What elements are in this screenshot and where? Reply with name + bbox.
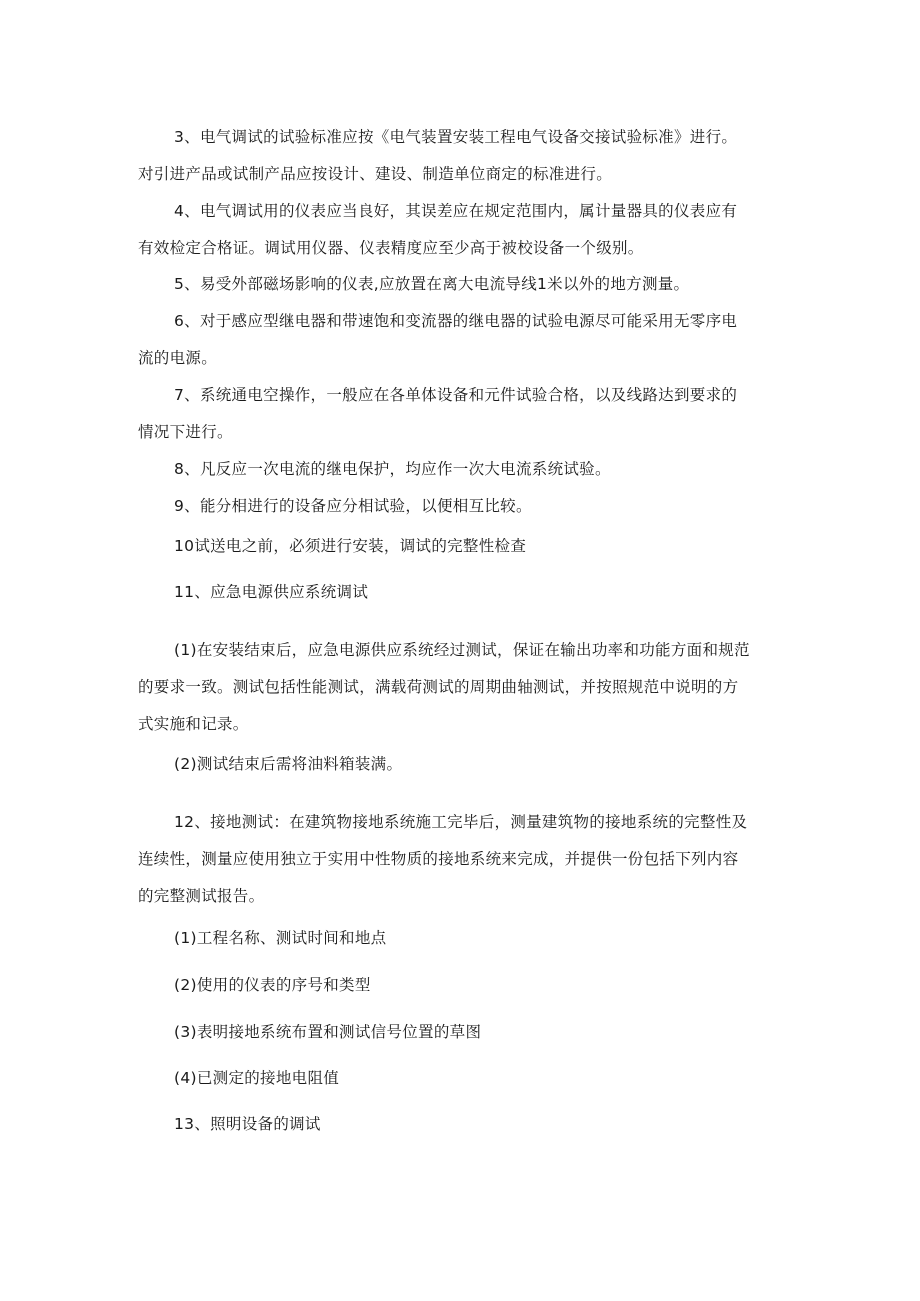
paragraph-item-10 xyxy=(138,528,784,565)
paragraph-item-3 xyxy=(138,119,784,193)
paragraph-line: 6、对于感应型继电器和带速饱和变流器的继电器的试验电源尽可能采用无零序电 xyxy=(174,312,738,330)
paragraph-item-12-3 xyxy=(138,1014,784,1051)
paragraph-item-11-2 xyxy=(138,746,784,783)
paragraph-line: 12、接地测试：在建筑物接地系统施工完毕后，测量建筑物的接地系统的完整性及 xyxy=(174,813,748,831)
paragraph-line: 的要求一致。测试包括性能测试，满载荷测试的周期曲轴测试，并按照规范中说明的方 xyxy=(138,678,739,696)
paragraph-line: (1)在安装结束后，应急电源供应系统经过测试，保证在输出功率和功能方面和规范 xyxy=(174,641,750,659)
paragraph-item-12-1 xyxy=(138,920,784,957)
paragraph-item-6 xyxy=(138,303,784,377)
paragraph-line: (4)已测定的接地电阻值 xyxy=(174,1069,340,1087)
paragraph-line: (2)使用的仪表的序号和类型 xyxy=(174,976,371,994)
paragraph-line: 5、易受外部磁场影响的仪表,应放置在离大电流导线1米以外的地方测量。 xyxy=(174,275,690,293)
paragraph-line: 10试送电之前，必须进行安装，调试的完整性检查 xyxy=(174,537,527,555)
paragraph-item-7 xyxy=(138,377,784,451)
paragraph-item-9 xyxy=(138,488,784,525)
paragraph-line: 3、电气调试的试验标准应按《电气装置安装工程电气设备交接试验标准》进行。 xyxy=(174,128,738,146)
paragraph-line: 7、系统通电空操作，一般应在各单体设备和元件试验合格，以及线路达到要求的 xyxy=(174,386,738,404)
paragraph-line: (3)表明接地系统布置和测试信号位置的草图 xyxy=(174,1023,482,1041)
paragraph-item-12-4 xyxy=(138,1060,784,1097)
paragraph-line: 情况下进行。 xyxy=(138,423,233,441)
paragraph-line: 有效检定合格证。调试用仪器、仪表精度应至少高于被校设备一个级别。 xyxy=(138,239,644,257)
paragraph-item-12-2 xyxy=(138,967,784,1004)
paragraph-line: 连续性，测量应使用独立于实用中性物质的接地系统来完成，并提供一份包括下列内容 xyxy=(138,850,739,868)
paragraph-item-11-1 xyxy=(138,632,784,743)
paragraph-line: 13、照明设备的调试 xyxy=(174,1115,321,1133)
paragraph-item-8 xyxy=(138,451,784,488)
paragraph-line: 4、电气调试用的仪表应当良好，其误差应在规定范围内，属计量器具的仪表应有 xyxy=(174,202,738,220)
paragraph-item-4 xyxy=(138,193,784,267)
paragraph-item-12 xyxy=(138,804,784,915)
paragraph-item-11 xyxy=(138,574,784,611)
paragraph-line: 8、凡反应一次电流的继电保护，均应作一次大电流系统试验。 xyxy=(174,460,611,478)
paragraph-line: 对引进产品或试制产品应按设计、建设、制造单位商定的标准进行。 xyxy=(138,165,613,183)
paragraph-item-5 xyxy=(138,266,784,303)
paragraph-line: 的完整测试报告。 xyxy=(138,887,265,905)
paragraph-line: 流的电源。 xyxy=(138,349,218,367)
paragraph-line: 式实施和记录。 xyxy=(138,715,249,733)
paragraph-line: 9、能分相进行的设备应分相试验，以便相互比较。 xyxy=(174,497,532,515)
paragraph-line: (2)测试结束后需将油料箱装满。 xyxy=(174,755,403,773)
paragraph-item-13 xyxy=(138,1106,784,1143)
paragraph-line: (1)工程名称、测试时间和地点 xyxy=(174,929,387,947)
paragraph-line: 11、应急电源供应系统调试 xyxy=(174,583,369,601)
